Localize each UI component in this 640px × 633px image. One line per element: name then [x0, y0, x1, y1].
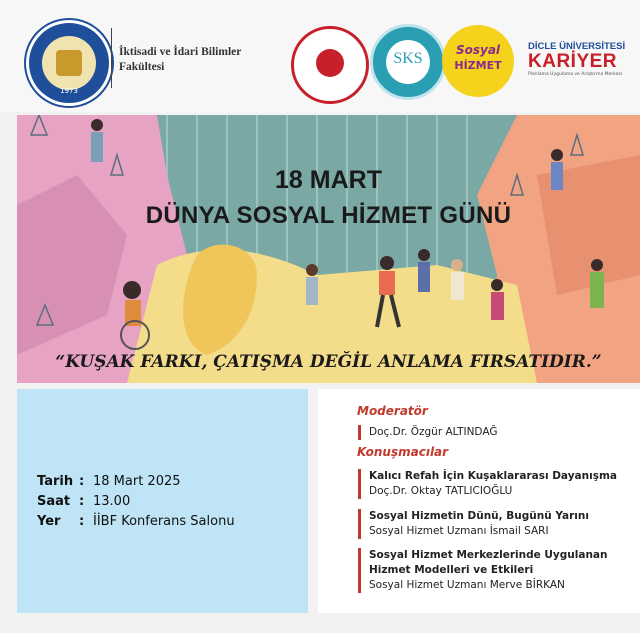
kariyer-logo — [528, 41, 638, 77]
date-label: Tarih — [37, 474, 74, 489]
place-label: Yer — [37, 514, 61, 529]
header — [0, 0, 640, 112]
kariyer-logo-sub: Planlama Uygulama ve Araştırma Merkezi — [528, 72, 622, 77]
talk-item — [358, 548, 607, 593]
seal-year: 1973 — [60, 87, 78, 95]
event-slogan: “KUŞAK FARKI, ÇATIŞMA DEĞİL ANLAMA FIRSATIDIR.” — [55, 352, 602, 372]
sosyal-hizmet-logo-line2: HİZMET — [454, 59, 502, 72]
illustration-art — [17, 115, 640, 383]
kariyer-logo-top: DİCLE ÜNİVERSİTESİ — [528, 41, 626, 52]
moderator-name: Doç.Dr. Özgür ALTINDAĞ — [369, 426, 498, 438]
time-label: Saat — [37, 494, 71, 509]
talk-title: Sosyal Hizmetin Dünü, Bugünü Yarını — [369, 510, 589, 522]
speakers-heading: Konuşmacılar — [357, 445, 449, 459]
talk-item — [358, 469, 617, 499]
date-value: 18 Mart 2025 — [93, 474, 181, 489]
talk-title: Kalıcı Refah İçin Kuşaklararası Dayanışma — [369, 470, 617, 482]
banner-illustration — [17, 115, 640, 383]
faculty-name: İktisadi ve İdari Bilimler Fakültesi — [119, 46, 242, 73]
moderator-entry — [358, 425, 497, 440]
sosyal-hizmet-logo-icon — [442, 25, 514, 97]
sks-logo-icon — [370, 24, 446, 100]
sosyal-hizmet-logo-line1: Sosyal — [455, 43, 501, 57]
place-value: İİBF Konferans Salonu — [93, 514, 235, 529]
seal-emblem-icon — [42, 36, 96, 90]
event-date-title: 18 MART — [275, 166, 382, 194]
time-row: Saat : 13.00 — [37, 494, 131, 509]
time-value: 13.00 — [93, 494, 131, 509]
header-divider — [111, 28, 112, 88]
talk-speaker: Doç.Dr. Oktay TATLICIOĞLU — [369, 485, 513, 497]
moderator-heading: Moderatör — [357, 404, 428, 418]
talk-title-cont: Hizmet Modelleri ve Etkileri — [369, 564, 534, 576]
ministry-logo-icon — [291, 26, 369, 104]
sks-logo-text: SKS — [393, 50, 423, 67]
talk-item — [358, 509, 589, 539]
talk-speaker: Sosyal Hizmet Uzmanı Merve BİRKAN — [369, 579, 565, 591]
date-row: Tarih : 18 Mart 2025 — [37, 474, 181, 489]
talk-speaker: Sosyal Hizmet Uzmanı İsmail SARI — [369, 525, 549, 537]
place-row: Yer : İİBF Konferans Salonu — [37, 514, 235, 529]
event-title: DÜNYA SOSYAL HİZMET GÜNÜ — [145, 202, 512, 229]
kariyer-logo-main: KARİYER — [528, 51, 618, 72]
talk-title: Sosyal Hizmet Merkezlerinde Uygulanan — [369, 549, 608, 561]
university-seal-logo — [26, 20, 112, 106]
